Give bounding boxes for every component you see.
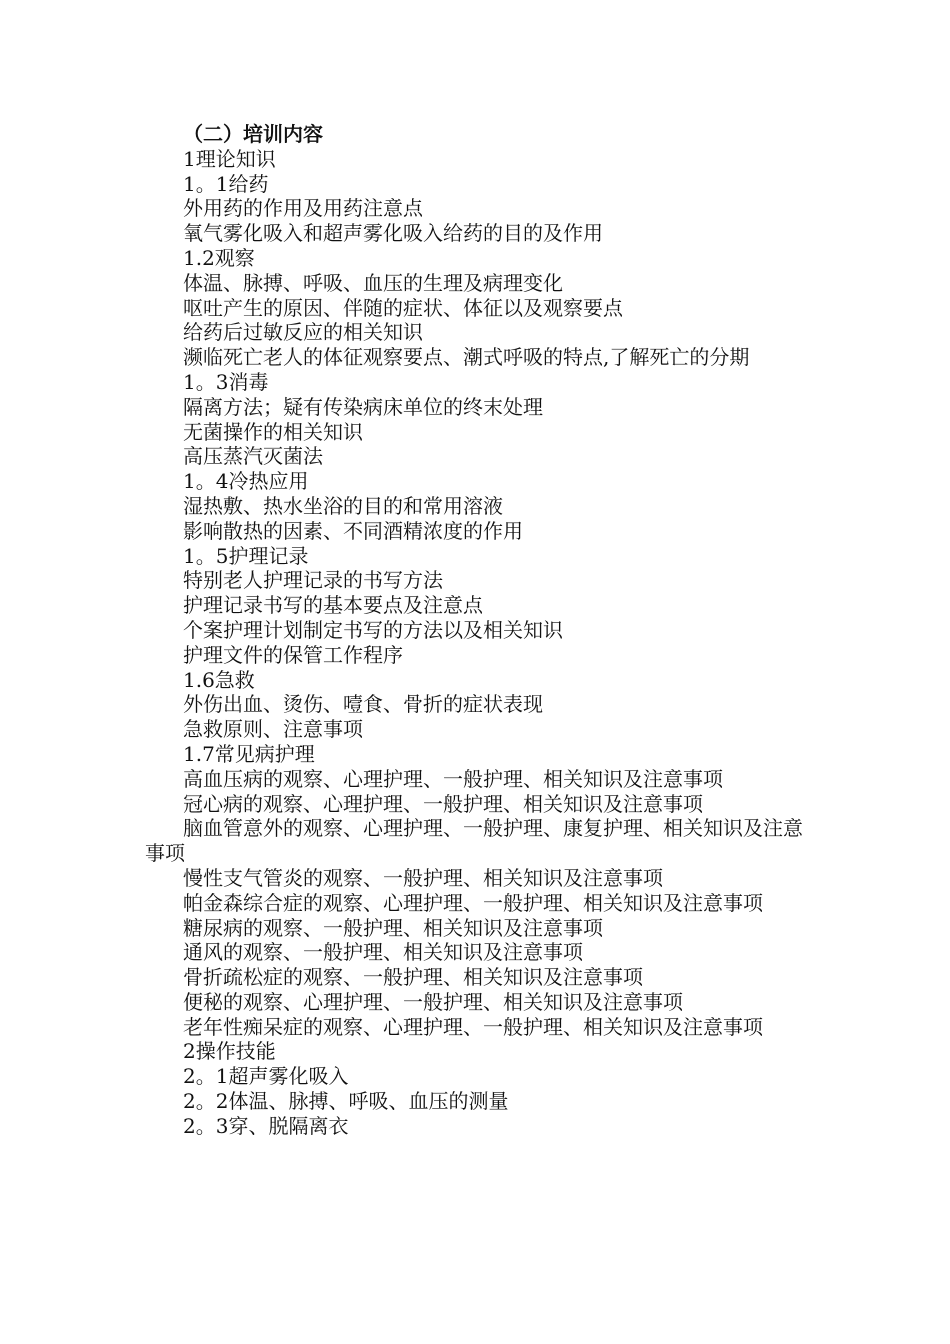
text-line-36: 2操作技能 (183, 1039, 276, 1064)
text-line-1: 1理论知识 (183, 146, 276, 171)
text-line-6: 体温、脉搏、呼吸、血压的生理及病理变化 (183, 270, 563, 295)
text-line-23: 外伤出血、烫伤、噎食、骨折的症状表现 (183, 692, 543, 717)
text-line-37: 2。1超声雾化吸入 (183, 1064, 349, 1089)
text-line-33: 骨折疏松症的观察、一般护理、相关知识及注意事项 (183, 965, 643, 990)
text-line-14: 1。4冷热应用 (183, 469, 309, 494)
text-line-20: 个案护理计划制定书写的方法以及相关知识 (183, 617, 563, 642)
text-line-8: 给药后过敏反应的相关知识 (183, 320, 423, 345)
text-line-25: 1.7常见病护理 (183, 741, 315, 766)
text-line-27: 冠心病的观察、心理护理、一般护理、相关知识及注意事项 (183, 791, 703, 816)
text-line-26: 高血压病的观察、心理护理、一般护理、相关知识及注意事项 (183, 766, 723, 791)
text-line-15: 湿热敷、热水坐浴的目的和常用溶液 (183, 493, 503, 518)
text-line-10: 1。3消毒 (183, 369, 269, 394)
text-line-35: 老年性痴呆症的观察、心理护理、一般护理、相关知识及注意事项 (183, 1014, 763, 1039)
text-line-5: 1.2观察 (183, 245, 255, 270)
text-line-2: 1。1给药 (183, 171, 269, 196)
text-line-31: 糖尿病的观察、一般护理、相关知识及注意事项 (183, 915, 603, 940)
text-line-12: 无菌操作的相关知识 (183, 419, 363, 444)
text-line-3: 外用药的作用及用药注意点 (183, 196, 423, 221)
text-line-29: 慢性支气管炎的观察、一般护理、相关知识及注意事项 (183, 865, 663, 890)
text-line-39: 2。3穿、脱隔离衣 (183, 1113, 349, 1138)
text-line-13: 高压蒸汽灭菌法 (183, 444, 323, 469)
text-line-21: 护理文件的保管工作程序 (183, 642, 403, 667)
text-line-32: 通风的观察、一般护理、相关知识及注意事项 (183, 940, 583, 965)
section-heading: （二）培训内容 (183, 122, 323, 146)
text-line-34: 便秘的观察、心理护理、一般护理、相关知识及注意事项 (183, 989, 683, 1014)
text-line-38: 2。2体温、脉搏、呼吸、血压的测量 (183, 1089, 509, 1114)
text-line-18: 特别老人护理记录的书写方法 (183, 568, 443, 593)
text-line-9: 濒临死亡老人的体征观察要点、潮式呼吸的特点,了解死亡的分期 (183, 345, 750, 370)
document-body (145, 122, 805, 1139)
text-line-24: 急救原则、注意事项 (183, 717, 363, 742)
text-line-11: 隔离方法；疑有传染病床单位的终末处理 (183, 394, 543, 419)
text-line-30: 帕金森综合症的观察、心理护理、一般护理、相关知识及注意事项 (183, 890, 763, 915)
text-line-7: 呕吐产生的原因、伴随的症状、体征以及观察要点 (183, 295, 623, 320)
text-line-28: 脑血管意外的观察、心理护理、一般护理、康复护理、相关知识及注意事项 (145, 816, 803, 866)
text-line-16: 影响散热的因素、不同酒精浓度的作用 (183, 518, 523, 543)
text-line-22: 1.6急救 (183, 667, 255, 692)
text-line-19: 护理记录书写的基本要点及注意点 (183, 593, 483, 618)
text-line-4: 氧气雾化吸入和超声雾化吸入给药的目的及作用 (183, 221, 603, 246)
text-line-17: 1。5护理记录 (183, 543, 309, 568)
